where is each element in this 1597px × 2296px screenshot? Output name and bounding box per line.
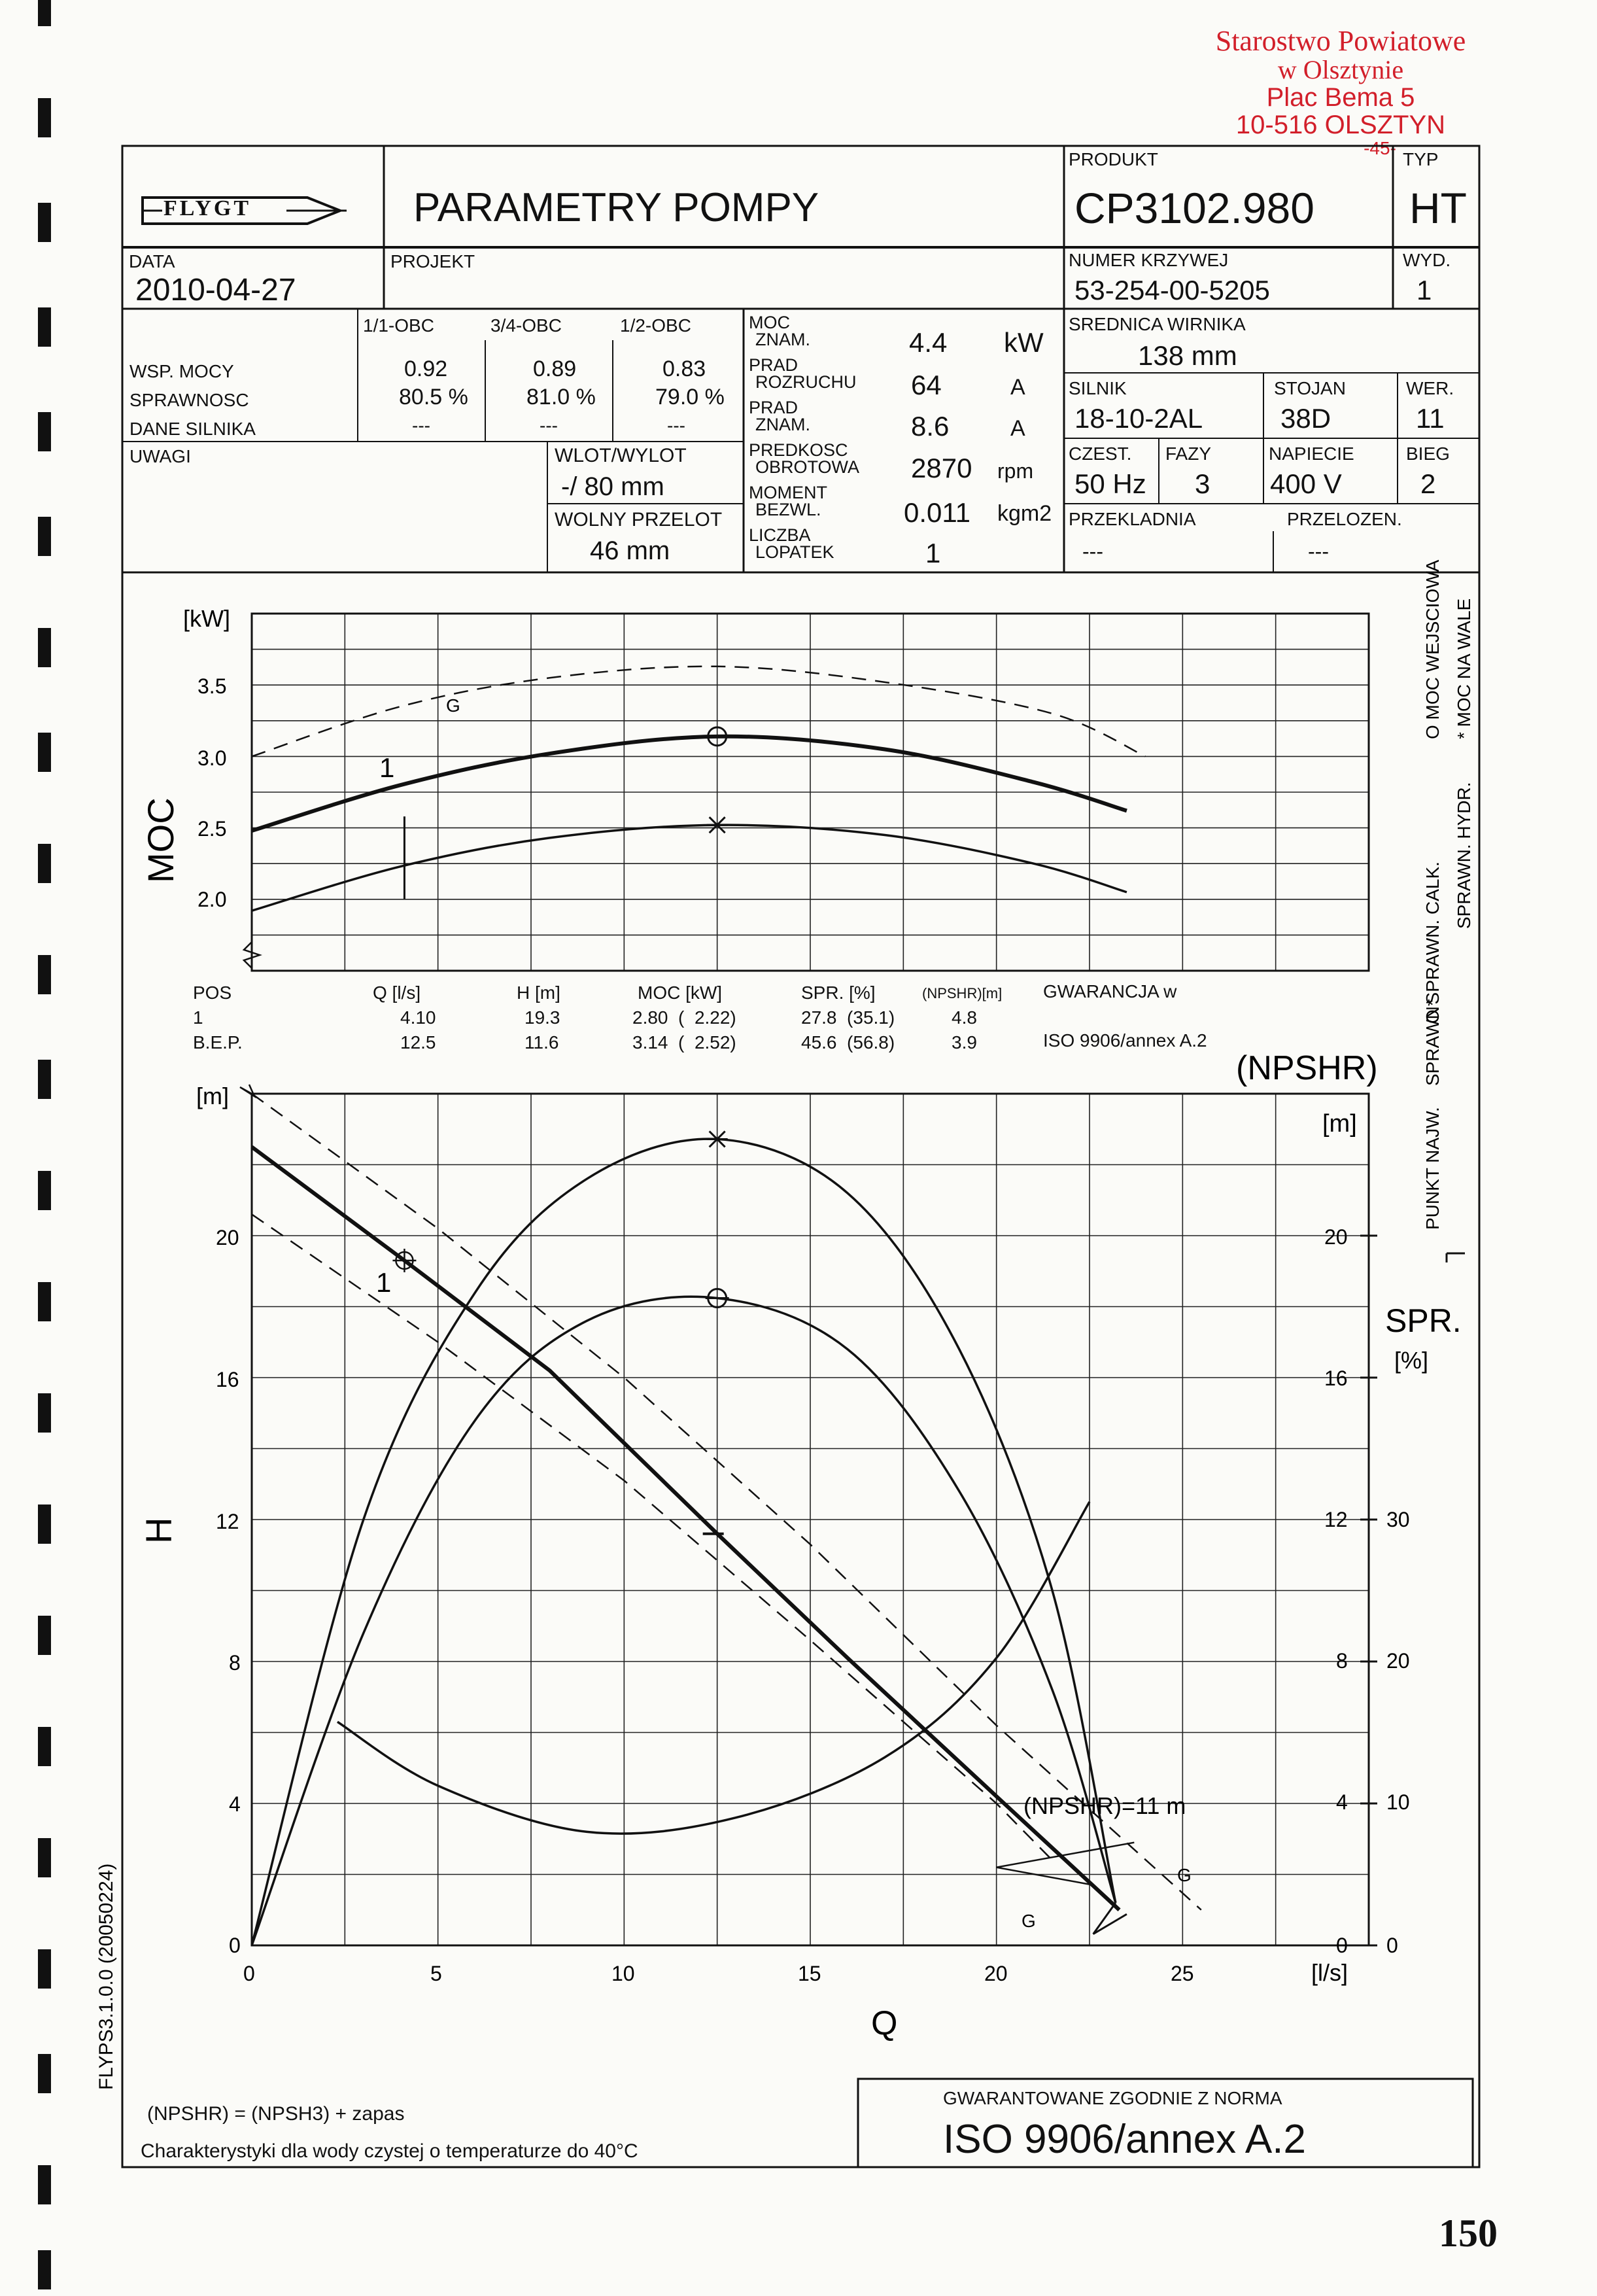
prad-rozruchu-label [749,357,857,391]
przekladnia-value: --- [1082,540,1103,563]
moc-value: 4.4 [909,327,948,358]
software-version: FLYPS3.1.0.0 (20050224) [95,1863,117,2090]
wyd-value: 1 [1417,275,1432,305]
op-row2-moc: 3.14 ( 2.52) [632,1032,736,1052]
q-tick-5: 5 [430,1962,442,1985]
stamp-line-1: Starostwo Powiatowe [1215,25,1466,57]
przelot-value: 46 mm [590,536,670,565]
power-tick-3-0: 3.0 [197,746,227,770]
row-dane-silnika-label: DANE SILNIKA [129,419,256,439]
data-value: 2010-04-27 [135,273,296,307]
head-label-g-right: G [1177,1865,1192,1885]
stojan-value: 38D [1280,403,1331,434]
moment-value: 0.011 [904,497,970,528]
h-tick-8: 8 [229,1651,241,1675]
legend-sprawn-star: SPRAWN* [1422,999,1443,1086]
q-label: Q [871,2004,898,2042]
legend-moc-wejsciowa: O MOC WEJSCIOWA [1422,559,1443,739]
spr-tick-10: 10 [1386,1790,1410,1814]
stamp-number: -45- [1364,138,1396,159]
page-number: 150 [1439,2212,1498,2255]
produkt-label: PRODUKT [1069,149,1158,169]
wer-value: 11 [1416,403,1445,434]
uwagi-label: UWAGI [129,446,191,466]
spr-tick-30: 30 [1386,1508,1410,1531]
stamp-line-2: w Olsztynie [1277,55,1404,85]
wlot-value: -/ 80 mm [561,472,664,501]
op-header-spr: SPR. [%] [801,983,876,1003]
lopatki-value: 1 [925,538,941,568]
legend-punkt-najw: PUNKT NAJW. [1422,1107,1443,1230]
head-ylabel: H [138,1517,179,1544]
stamp-line-4: 10-516 OLSZTYN [1235,111,1446,140]
npshr-tick-4: 4 [1336,1790,1348,1814]
moc-label-1: MOC [749,313,790,332]
bieg-label: BIEG [1406,444,1450,464]
dane-1: --- [412,415,430,436]
lopatki-label-1: LICZBA [749,525,811,545]
npshr-tick-8: 8 [1336,1649,1348,1673]
power-tick-2-5: 2.5 [197,817,227,841]
przelozen-label: PRZELOZEN. [1287,509,1402,529]
op-header-npshr: (NPSHR)[m] [922,985,1003,1001]
predkosc-label [749,442,859,476]
col-34-load: 3/4-OBC [490,315,562,336]
op-row2-q: 12.5 [400,1032,436,1052]
row-sprawnosc-label: SPRAWNOSC [129,390,249,410]
prad-znam-label-2: ZNAM. [755,415,810,434]
moc-unit: kW [1004,327,1044,358]
stojan-label: STOJAN [1274,378,1346,398]
op-header-pos: POS [193,983,232,1003]
wsp-mocy-1: 0.92 [404,357,448,381]
power-ylabel: MOC [140,797,181,883]
wer-label: WER. [1406,378,1454,398]
czest-label: CZEST. [1069,444,1132,464]
power-label-g: G [446,695,460,716]
typ-value: HT [1409,184,1467,232]
npshr-tick-0: 0 [1336,1934,1348,1957]
spr-tick-20: 20 [1386,1649,1410,1673]
prad-rozruchu-unit: A [1010,375,1025,400]
napiecie-value: 400 V [1270,468,1342,499]
op-row1-q: 4.10 [400,1007,436,1028]
prad-znam-label [749,399,810,433]
op-header-q: Q [l/s] [373,983,421,1003]
op-row1-npshr: 4.8 [952,1007,977,1028]
op-header-h: H [m] [517,983,560,1003]
q-tick-25: 25 [1171,1962,1194,1985]
norm-value: ISO 9906/annex A.2 [943,2117,1306,2162]
numer-label: NUMER KRZYWEJ [1069,250,1229,270]
head-unit: [m] [196,1083,229,1109]
op-header-gwarancja: GWARANCJA w [1043,981,1177,1001]
h-tick-0: 0 [229,1934,241,1957]
head-label-g-bottom: G [1022,1911,1036,1931]
predkosc-label-2: OBROTOWA [755,457,860,477]
prad-znam-value: 8.6 [911,411,950,442]
npshr-unit: [m] [1322,1110,1357,1138]
dane-3: --- [667,415,685,436]
legend-sprawn-hydr: SPRAWN. HYDR. [1454,782,1474,929]
q-tick-15: 15 [798,1962,821,1985]
moment-unit: kgm2 [997,501,1052,526]
moc-label [749,314,810,348]
op-row1-moc: 2.80 ( 2.22) [632,1007,736,1028]
moc-label-2: ZNAM. [755,330,810,349]
power-tick-3-5: 3.5 [197,674,227,698]
prad-znam-unit: A [1010,416,1025,441]
predkosc-value: 2870 [911,453,972,483]
moment-label-2: BEZWL. [755,500,821,519]
op-row2-h: 11.6 [524,1032,559,1052]
h-tick-16: 16 [216,1368,239,1391]
legend-sprawn-calk: O SPRAWN. CALK. [1422,861,1443,1024]
moment-label [749,484,827,518]
wsp-mocy-2: 0.89 [533,357,577,381]
spr-title: SPR. [1385,1302,1462,1339]
wsp-mocy-3: 0.83 [662,357,706,381]
h-tick-20: 20 [216,1226,239,1249]
q-tick-20: 20 [984,1962,1008,1985]
typ-label: TYP [1403,149,1439,169]
bieg-value: 2 [1420,468,1436,499]
q-tick-0: 0 [243,1962,255,1985]
op-row2-pos: B.E.P. [193,1032,243,1052]
row-wsp-mocy-label: WSP. MOCY [129,361,234,381]
npshr-title: (NPSHR) [1236,1049,1378,1087]
prad-znam-label-1: PRAD [749,398,799,417]
h-tick-4: 4 [229,1792,241,1816]
przelozen-value: --- [1308,540,1329,563]
h-tick-12: 12 [216,1510,239,1533]
silnik-value: 18-10-2AL [1074,403,1203,434]
power-unit: [kW] [183,605,230,632]
stamp-line-3: Plac Bema 5 [1266,83,1415,113]
fazy-value: 3 [1195,468,1211,499]
lopatki-label-2: LOPATEK [755,542,834,562]
col-full-load: 1/1-OBC [363,315,434,336]
npshr-annotation: (NPSHR)=11 m [1023,1792,1186,1819]
czest-value: 50 Hz [1074,468,1146,499]
lopatki-label [749,527,834,561]
npshr-tick-12: 12 [1324,1508,1348,1531]
norm-label: GWARANTOWANE ZGODNIE Z NORMA [943,2088,1282,2108]
prad-rozruchu-label-2: ROZRUCHU [755,372,857,392]
fazy-label: FAZY [1165,444,1212,464]
przelot-label: WOLNY PRZELOT [555,509,723,531]
op-header-moc: MOC [kW] [638,983,723,1003]
op-row1-pos: 1 [193,1007,203,1028]
op-row1-spr: 27.8 (35.1) [801,1007,895,1028]
przekladnia-label: PRZEKLADNIA [1069,509,1196,529]
npshr-tick-16: 16 [1324,1366,1348,1390]
legend-moc-na-wale: * MOC NA WALE [1454,598,1474,739]
prad-rozruchu-value: 64 [911,370,942,400]
numer-value: 53-254-00-5205 [1074,275,1270,305]
col-12-load: 1/2-OBC [620,315,691,336]
logo-text: FLYGT [163,196,252,220]
predkosc-label-1: PREDKOSC [749,440,848,460]
op-row2-npshr: 3.9 [952,1032,977,1052]
wlot-label: WLOT/WYLOT [555,445,687,466]
wyd-label: WYD. [1403,250,1451,270]
projekt-label: PROJEKT [390,251,475,271]
dane-2: --- [540,415,558,436]
sprawnosc-2: 81.0 % [526,385,596,409]
q-tick-10: 10 [611,1962,635,1985]
npshr-tick-20: 20 [1324,1225,1348,1249]
footer-note-npshr: (NPSHR) = (NPSH3) + zapas [147,2103,405,2125]
spr-unit: [%] [1394,1347,1429,1374]
napiecie-label: NAPIECIE [1269,444,1354,464]
predkosc-unit: rpm [997,459,1034,483]
data-label: DATA [129,251,175,271]
footer-note-water: Charakterystyki dla wody czystej o temperaturze do 40°C [141,2140,638,2162]
power-tick-2-0: 2.0 [197,888,227,911]
prad-rozruchu-label-1: PRAD [749,355,799,375]
produkt-value: CP3102.980 [1074,184,1314,232]
q-unit: [l/s] [1311,1959,1348,1986]
op-row2-spr: 45.6 (56.8) [801,1032,895,1052]
sprawnosc-3: 79.0 % [655,385,725,409]
srednica-label: SREDNICA WIRNIKA [1069,314,1246,334]
spr-tick-0: 0 [1386,1934,1398,1957]
power-label-1: 1 [379,752,395,783]
srednica-value: 138 mm [1138,340,1237,371]
op-row1-h: 19.3 [524,1007,560,1028]
sprawnosc-1: 80.5 % [399,385,468,409]
silnik-label: SILNIK [1069,378,1127,398]
page-title: PARAMETRY POMPY [413,185,819,230]
moment-label-1: MOMENT [749,483,827,502]
head-label-1: 1 [376,1267,392,1298]
op-row1-norm: ISO 9906/annex A.2 [1043,1030,1207,1051]
